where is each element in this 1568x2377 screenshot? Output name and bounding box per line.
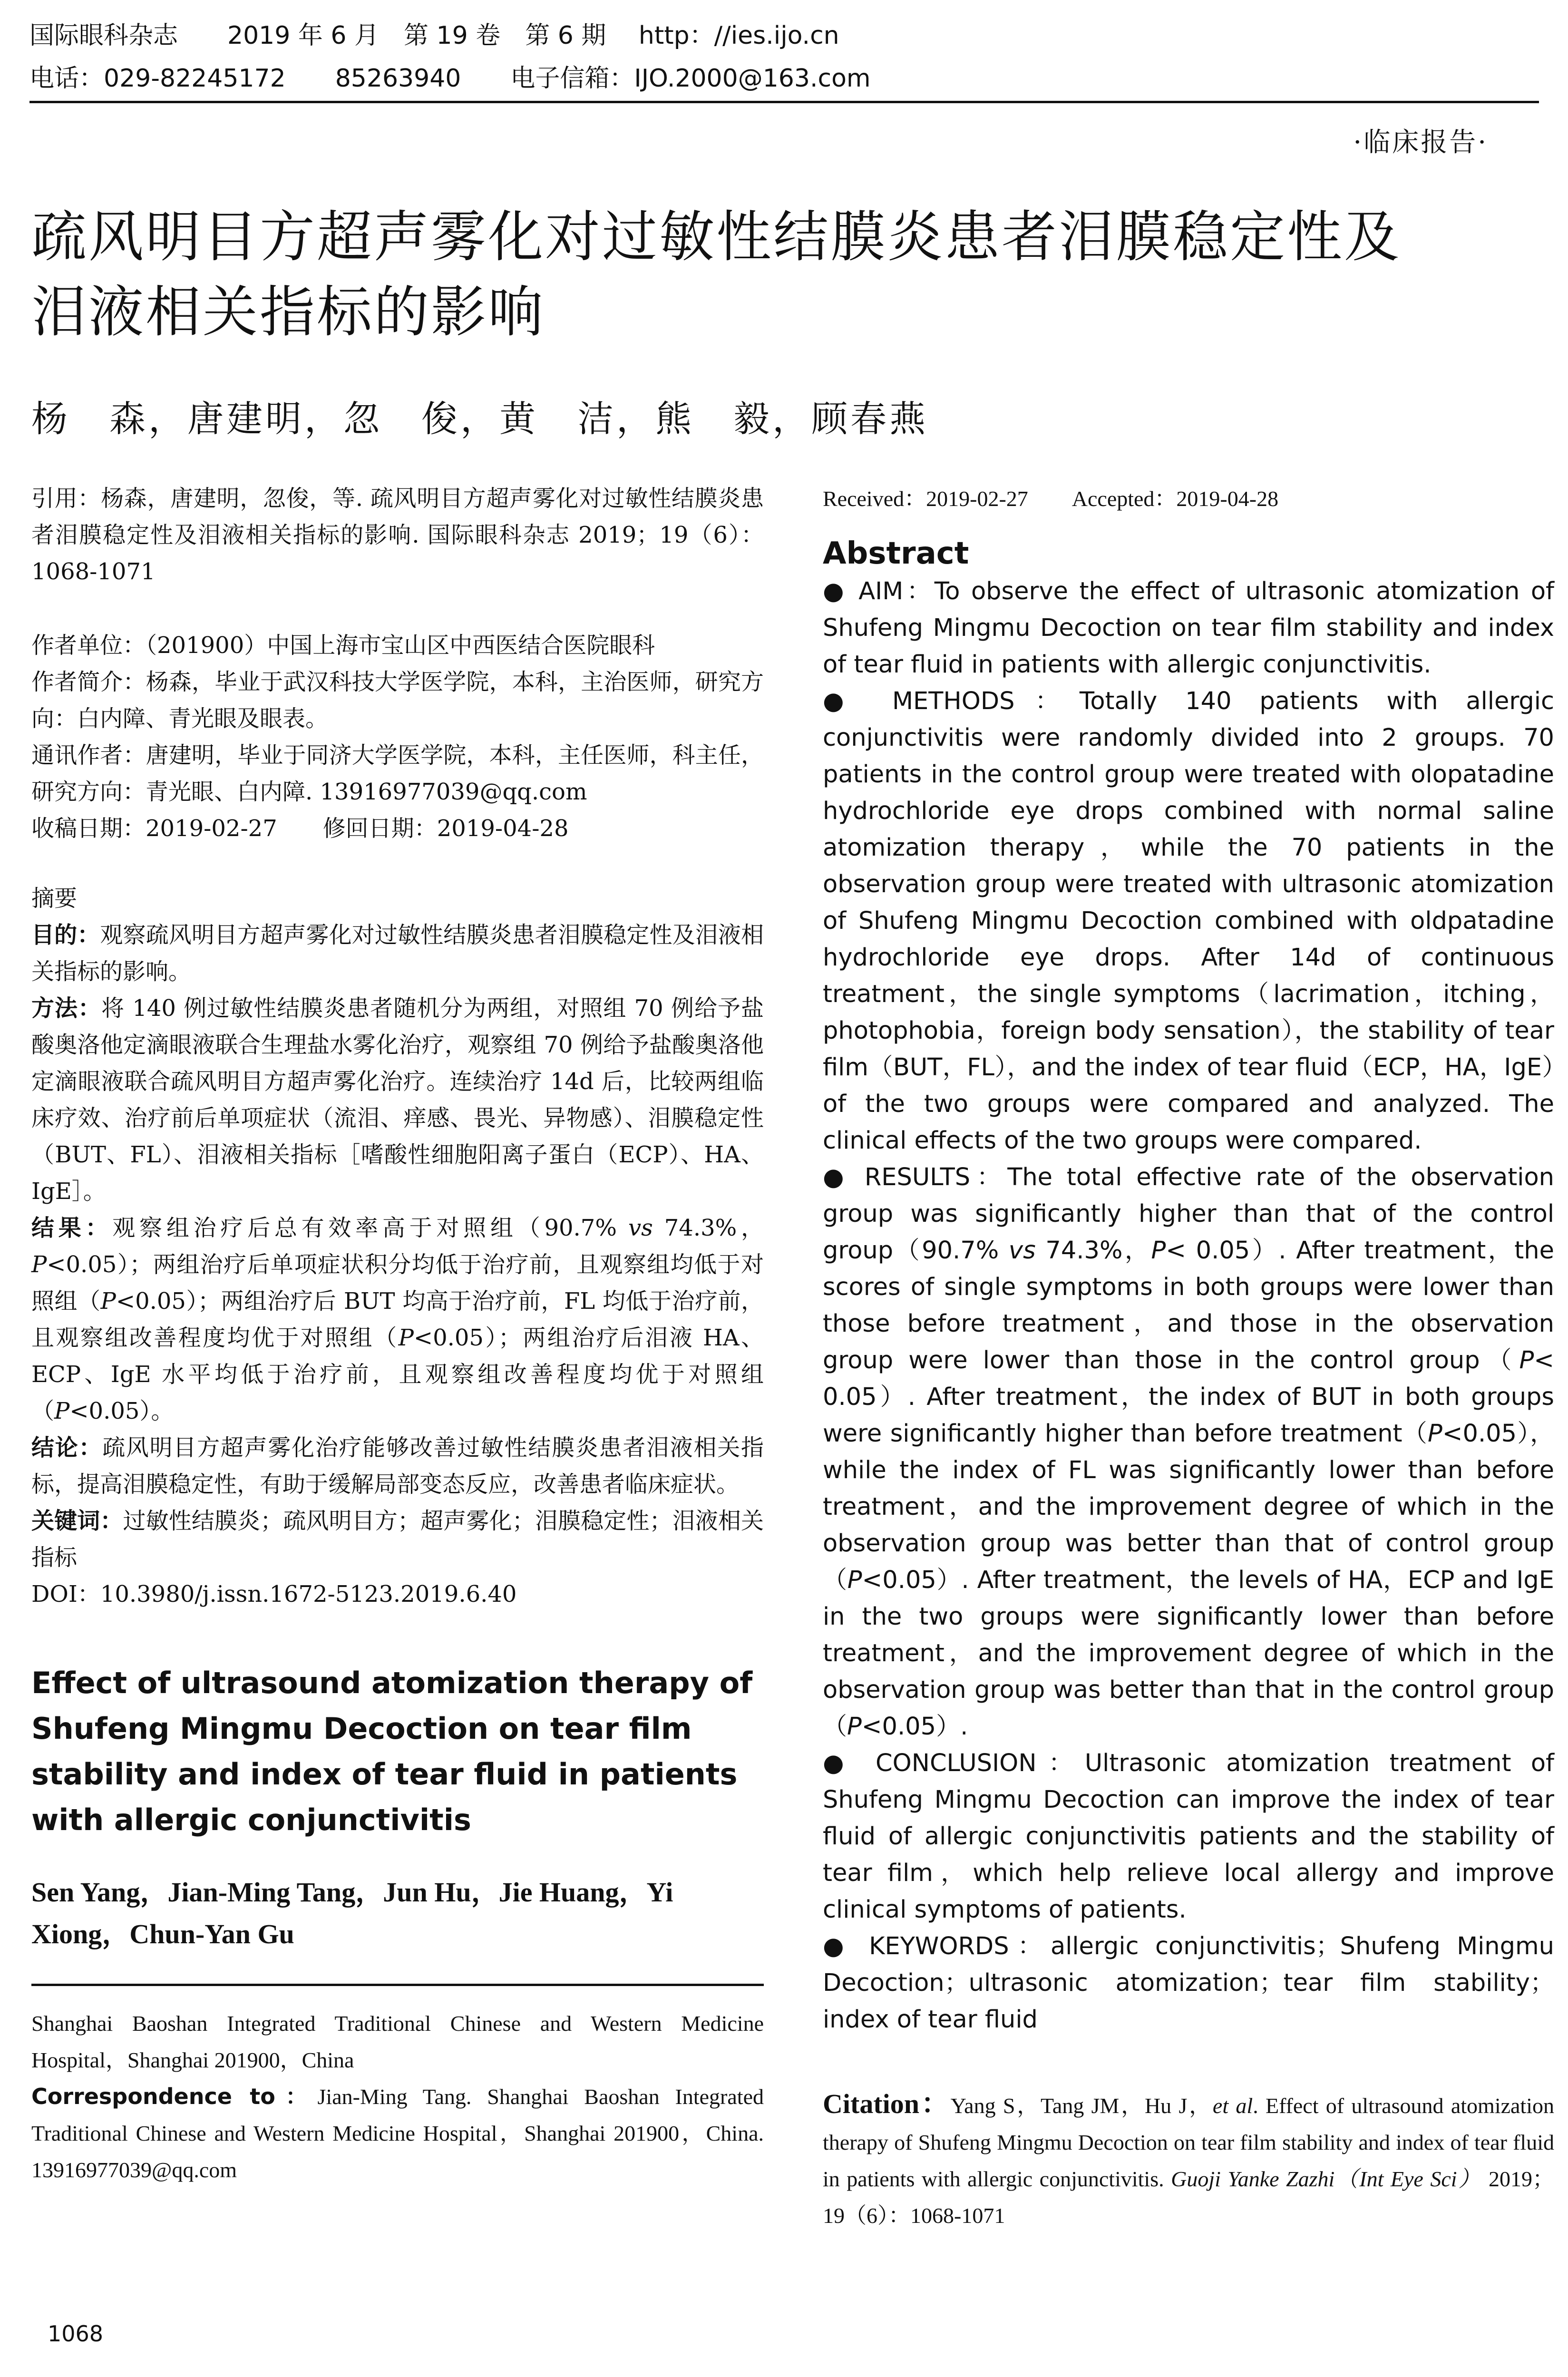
- results-cn-label: 结果：: [31, 1215, 113, 1241]
- header-rule: [29, 101, 1539, 103]
- results-text: <0.05）.: [861, 1713, 968, 1741]
- keywords-cn-text: 过敏性结膜炎；疏风明目方；超声雾化；泪膜稳定性；泪液相关指标: [31, 1508, 764, 1571]
- keywords-cn-label: 关键词：: [31, 1508, 123, 1534]
- results-cn-text: <0.05）；两组治疗后 BUT 均高于治疗前，FL 均低于治疗前，且观察组改善程度均优于对照组（: [31, 1288, 764, 1351]
- citation-en-text: 2019；19（6）：1068-1071: [823, 2167, 1554, 2228]
- conclusion-cn-text: 疏风明目方超声雾化治疗能够改善过敏性结膜炎患者泪液相关指标，提高泪膜稳定性，有助于缓解局部变态反应，改善患者临床症状。: [31, 1434, 764, 1498]
- keywords-label: ● KEYWORDS：: [823, 1932, 1051, 1960]
- citation-cn: [31, 480, 764, 590]
- journal-header-line1: 国际眼科杂志 2019 年 6 月 第 19 卷 第 6 期 http：//ies.ijo.cn: [29, 21, 839, 50]
- results-cn-text: 74.3%，: [653, 1215, 764, 1241]
- vs-italic: vs: [628, 1215, 653, 1241]
- author-info: [31, 627, 764, 847]
- title-line1: 疏风明目方超声雾化对过敏性结膜炎患者泪膜稳定性及: [31, 205, 1401, 269]
- p-italic: P: [54, 1398, 70, 1424]
- unit-label: 作者单位：: [31, 632, 146, 659]
- results-text: The total effective rate of the observation group was significantly higher than that of the control group（90.7%: [823, 1163, 1554, 1265]
- article-title: [31, 200, 1544, 350]
- citation-en-text: Yang S，Tang JM，Hu J，: [950, 2094, 1213, 2118]
- affiliation-text: Shanghai Baoshan Integrated Traditional Chinese and Western Medicine Hospital，Shanghai 201900，China: [31, 2011, 764, 2072]
- title-line2: 泪液相关指标的影响: [31, 280, 545, 344]
- p-italic: P: [1428, 1420, 1442, 1448]
- results-text: <0.05），while the index of FL was significantly lower than before treatment，and the improvement degree of which in the observation group was better than that of control group（: [823, 1420, 1554, 1594]
- received-accepted: Received：2019-02-27 Accepted：2019-04-28: [823, 487, 1279, 511]
- vs-italic: vs: [1008, 1237, 1036, 1265]
- results-label: ● RESULTS：: [823, 1163, 1008, 1191]
- p-italic: P: [847, 1713, 862, 1741]
- english-authors: Sen Yang，Jian-Ming Tang，Jun Hu，Jie Huang，Yi Xiong，Chun-Yan Gu: [31, 1877, 673, 1949]
- methods-text: Totally 140 patients with allergic conjunctivitis were randomly divided into 2 groups. 70 patients in the control group were treated with olopatadine hydrochloride eye drops combined with normal saline atomization therapy，while the 70 patients in the observation group were treated with ultrasonic atomization of Shufeng Mingmu Decoction combined with oldpatadine hydrochloride eye drops. After 14d of continuous treatment，the single symptoms（lacrimation，itching，photophobia，foreign body sensation），the stability of tear film（BUT，FL），and the index of tear fluid（ECP，HA，IgE）of the two groups were compared and analyzed. The clinical effects of the two groups were compared.: [823, 687, 1555, 1155]
- abstract-heading: Abstract: [823, 536, 969, 571]
- methods-cn-text: 将 140 例过敏性结膜炎患者随机分为两组，对照组 70 例给予盐酸奥洛他定滴眼液联合生理盐水雾化治疗，观察组 70 例给予盐酸奥洛他定滴眼液联合疏风明目方超声雾化治疗。连续治疗 14d 后，比较两组临床疗效、治疗前后单项症状（流泪、痒感、畏光、异物感）、泪膜稳定性（BUT、FL）、泪液相关指标［嗜酸性细胞阳离子蛋白（ECP）、HA、IgE］。: [31, 995, 764, 1205]
- abstract-cn: [31, 880, 764, 1613]
- results-text: 74.3%，: [1035, 1237, 1151, 1265]
- citation-en-text: . Effect of ultrasound atomization therapy of Shufeng Mingmu Decoction on tear film stability and index of tear fluid in patients with allergic conjunctivitis.: [823, 2094, 1554, 2191]
- conclusion-cn-label: 结论：: [31, 1434, 103, 1461]
- aim-cn-text: 观察疏风明目方超声雾化对过敏性结膜炎患者泪膜稳定性及泪液相关指标的影响。: [31, 922, 764, 985]
- doi: DOI：10.3980/j.issn.1672-5123.2019.6.40: [31, 1581, 517, 1607]
- results-cn-text: <0.05）；两组治疗后单项症状积分均低于治疗前，且观察组均低于对照组（: [31, 1251, 764, 1315]
- correspondence-text: Jian-Ming Tang. Shanghai Baoshan Integrated Traditional Chinese and Western Medicine Hospital，Shanghai 201900，China. 13916977039@qq.com: [31, 2085, 764, 2182]
- affiliation-block: [31, 2005, 764, 2188]
- p-italic: P: [100, 1288, 116, 1315]
- p-italic: P: [847, 1566, 862, 1594]
- left-column: [31, 480, 764, 2188]
- results-cn-text: 观察组治疗后总有效率高于对照组（90.7%: [112, 1215, 628, 1241]
- results-cn-text: <0.05）。: [69, 1398, 174, 1424]
- results-cn-text: <0.05）；两组治疗后泪液 HA、ECP、IgE 水平均低于治疗前，且观察组改善程度均优于对照组（: [31, 1325, 764, 1424]
- keywords-text: allergic conjunctivitis；Shufeng Mingmu Decoction；ultrasonic atomization；tear film stability；index of tear fluid: [823, 1932, 1554, 2034]
- p-italic: P: [31, 1251, 47, 1278]
- aim-cn-label: 目的：: [31, 922, 100, 948]
- p-italic: P: [398, 1325, 414, 1351]
- results-text: <0.05）. After treatment，the levels of HA，ECP and IgE in the two groups were significantly lower than before treatment，and the improvement degree of which in the observation group was better than that in the control group（: [823, 1566, 1554, 1741]
- unit-text: （201900）中国上海市宝山区中西医结合医院眼科: [146, 632, 655, 659]
- et-al-italic: et al: [1212, 2094, 1253, 2118]
- citation-en-label: Citation：: [823, 2088, 951, 2119]
- methods-cn-label: 方法：: [31, 995, 102, 1022]
- corr-label: 通讯作者：: [31, 742, 146, 769]
- right-column: [823, 480, 1554, 2234]
- methods-label: ● METHODS：: [823, 687, 1080, 715]
- page-number: 1068: [48, 2321, 104, 2347]
- section-label: ·临床报告·: [1353, 127, 1488, 158]
- conclusion-label: ● CONCLUSION：: [823, 1749, 1085, 1777]
- aim-label: ● AIM：: [823, 577, 935, 605]
- citation-cn-text: 杨森，唐建明，忽俊，等. 疏风明目方超声雾化对过敏性结膜炎患者泪膜稳定性及泪液相关指标的影响. 国际眼科杂志 2019；19（6）：1068-1071: [31, 485, 764, 585]
- aim-text: To observe the effect of ultrasonic atomization of Shufeng Mingmu Decoction on tear film stability and index of tear fluid in patients with allergic conjunctivitis.: [823, 577, 1554, 679]
- journal-header-line2: 电话：029-82245172 85263940 电子信箱：IJO.2000@163.com: [29, 64, 871, 93]
- affiliation-rule: [31, 1984, 764, 1986]
- results-text: < 0.05）. After treatment，the index of BUT in both groups were significantly higher than before treatment（: [823, 1346, 1554, 1448]
- citation-en: [823, 2085, 1554, 2234]
- english-title: Effect of ultrasound atomization therapy of Shufeng Mingmu Decoction on tear film stability and index of tear fluid in patients with allergic conjunctivitis: [31, 1666, 753, 1837]
- abstract-cn-heading: 摘要: [31, 885, 78, 912]
- abstract-en: [823, 573, 1554, 2038]
- intro-label: 作者简介：: [31, 669, 146, 695]
- corr-text: 唐建明，毕业于同济大学医学院，本科，主任医师，科主任，研究方向：青光眼、白内障. 13916977039@qq.com: [31, 742, 764, 805]
- p-italic: P: [1151, 1237, 1166, 1265]
- authors-cn: 杨 森，唐建明，忽 俊，黄 洁，熊 毅，顾春燕: [31, 398, 928, 440]
- received-dates-cn: 收稿日期：2019-02-27 修回日期：2019-04-28: [31, 815, 569, 842]
- journal-italic: Guoji Yanke Zazhi（Int Eye Sci）: [1171, 2167, 1482, 2191]
- citation-cn-label: 引用：: [31, 485, 101, 512]
- intro-text: 杨森，毕业于武汉科技大学医学院，本科，主治医师，研究方向：白内障、青光眼及眼表。: [31, 669, 764, 732]
- results-text: < 0.05）. After treatment，the scores of single symptoms in both groups were lower than those before treatment，and those in the observation group were lower than those in the control group（: [823, 1237, 1554, 1374]
- correspondence-label: Correspondence to：: [31, 2084, 318, 2109]
- conclusion-text: Ultrasonic atomization treatment of Shufeng Mingmu Decoction can improve the index of tear fluid of allergic conjunctivitis patients and the stability of tear film，which help relieve local allergy and improve clinical symptoms of patients.: [823, 1749, 1554, 1924]
- p-italic: P: [1519, 1346, 1534, 1374]
